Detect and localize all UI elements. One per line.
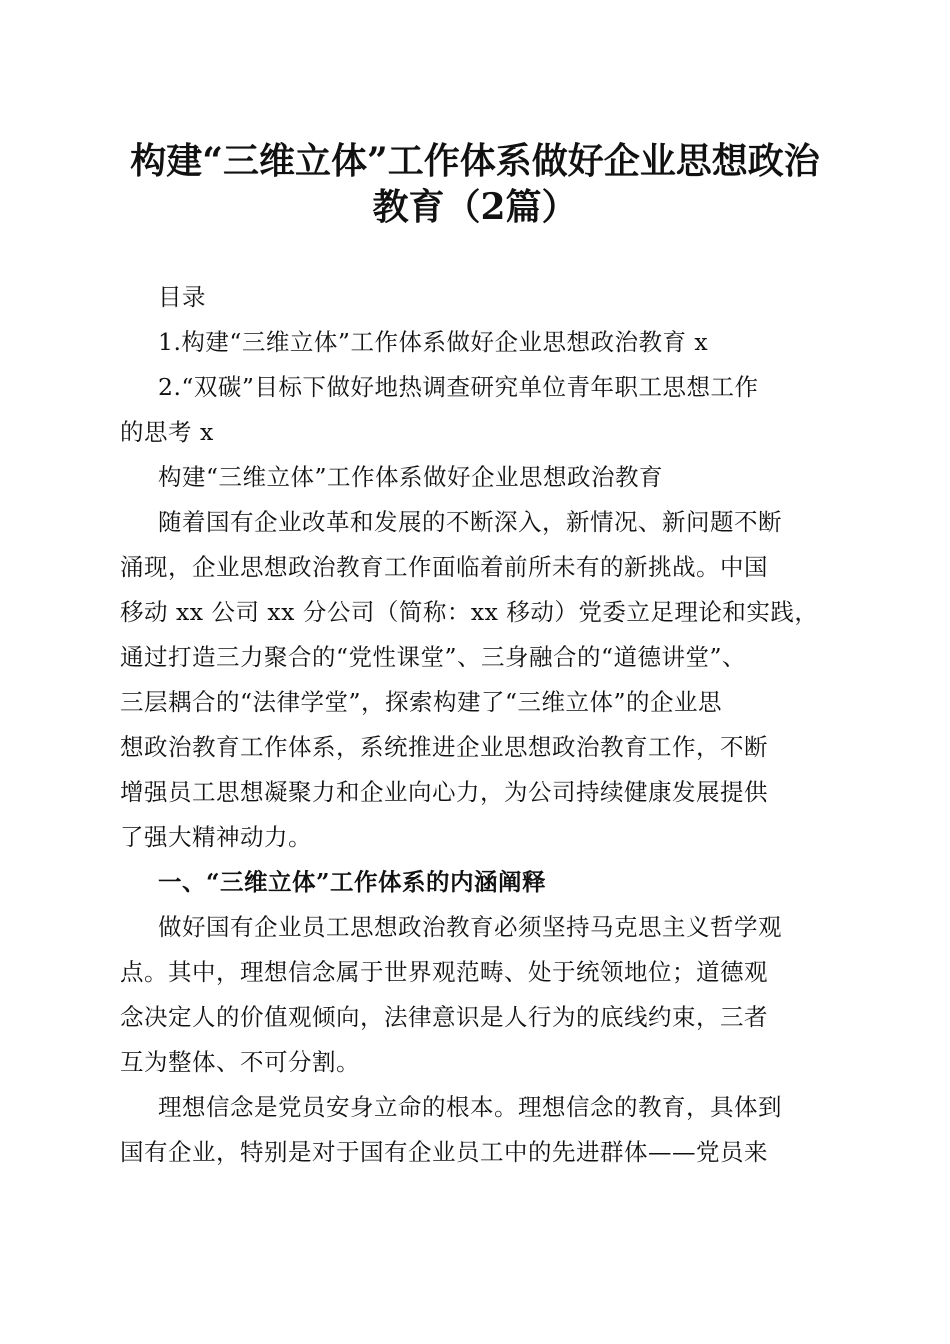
paragraph-2-line: 点。其中，理想信念属于世界观范畴、处于统领地位；道德观	[120, 958, 768, 986]
paragraph-1-line: 增强员工思想凝聚力和企业向心力，为公司持续健康发展提供	[120, 778, 768, 806]
paragraph-3-line: 国有企业，特别是对于国有企业员工中的先进群体——党员来	[120, 1138, 768, 1166]
document-title-line-2: 教育（2篇）	[372, 186, 578, 228]
paragraph-1-line: 三层耦合的“法律学堂”，探索构建了“三维立体”的企业思	[120, 688, 723, 716]
article-subtitle: 构建“三维立体”工作体系做好企业思想政治教育	[158, 463, 664, 491]
paragraph-1-line: 移动 xx 公司 xx 分公司（简称：xx 移动）党委立足理论和实践，	[120, 598, 819, 626]
toc-item-2-line-1[interactable]: 2.“双碳”目标下做好地热调查研究单位青年职工思想工作	[158, 373, 759, 401]
paragraph-1-line: 通过打造三力聚合的“党性课堂”、三身融合的“道德讲堂”、	[120, 643, 747, 671]
paragraph-1-line: 涌现，企业思想政治教育工作面临着前所未有的新挑战。中国	[120, 553, 768, 581]
toc-item-2-line-2[interactable]: 的思考 x	[120, 418, 214, 446]
toc-heading: 目录	[158, 283, 206, 311]
section-heading-1: 一、“三维立体”工作体系的内涵阐释	[158, 868, 547, 896]
paragraph-1-line: 了强大精神动力。	[120, 823, 312, 851]
document-title-line-1: 构建“三维立体”工作体系做好企业思想政治	[130, 140, 820, 182]
paragraph-2-line: 念决定人的价值观倾向，法律意识是人行为的底线约束，三者	[120, 1003, 768, 1031]
paragraph-2-line: 做好国有企业员工思想政治教育必须坚持马克思主义哲学观	[158, 913, 782, 941]
paragraph-1-line: 想政治教育工作体系，系统推进企业思想政治教育工作，不断	[120, 733, 768, 761]
paragraph-3-line: 理想信念是党员安身立命的根本。理想信念的教育，具体到	[158, 1093, 782, 1121]
paragraph-1-line: 随着国有企业改革和发展的不断深入，新情况、新问题不断	[158, 508, 782, 536]
toc-item-1[interactable]: 1.构建“三维立体”工作体系做好企业思想政治教育 x	[158, 328, 709, 356]
paragraph-2-line: 互为整体、不可分割。	[120, 1048, 360, 1076]
